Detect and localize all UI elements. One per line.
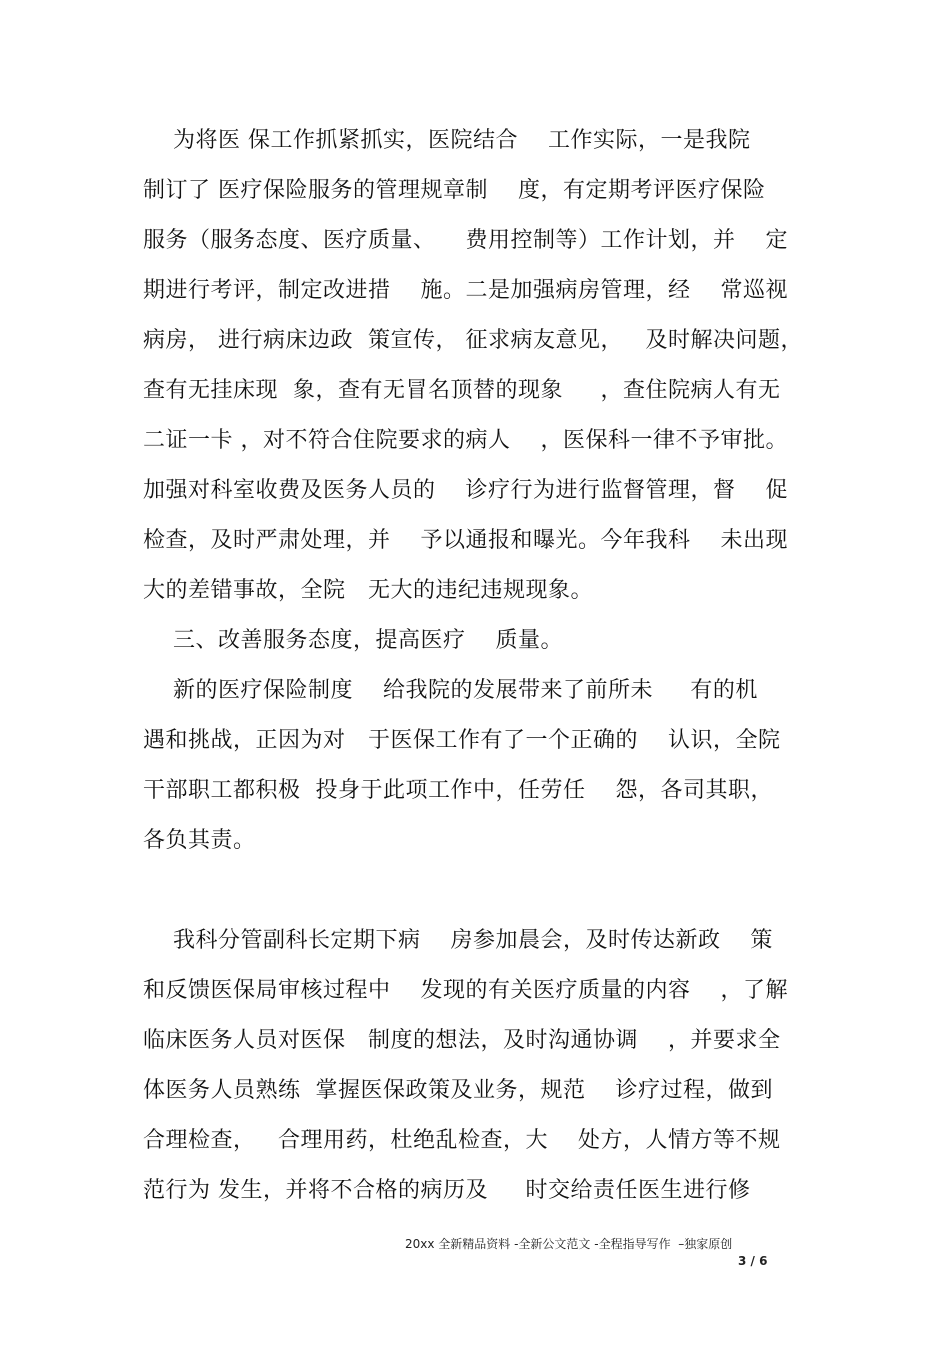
text-line: 临床医务人员对医保 制度的想法，及时沟通协调 ，并要求全 <box>143 1028 781 1053</box>
text-line: 查有无挂床现 象，查有无冒名顶替的现象 ，查住院病人有无 <box>143 378 781 403</box>
text-line: 制订了 医疗保险服务的管理规章制 度，有定期考评医疗保险 <box>143 178 766 203</box>
text-line: 各负其责。 <box>143 828 256 853</box>
text-line: 体医务人员熟练 掌握医保政策及业务，规范 诊疗过程，做到 <box>143 1078 773 1103</box>
text-line: 大的差错事故，全院 无大的违纪违规现象。 <box>143 578 593 603</box>
text-line: 遇和挑战，正因为对 于医保工作有了一个正确的 认识，全院 <box>143 728 781 753</box>
text-line: 二证一卡 ，对不符合住院要求的病人 ，医保科一律不予审批。 <box>143 428 788 453</box>
text-line: 为将医 保工作抓紧抓实，医院结合 工作实际，一是我院 <box>143 128 751 153</box>
page-number: 3 / 6 <box>738 1254 768 1268</box>
text-line: 检查，及时严肃处理，并 予以通报和曝光。今年我科 未出现 <box>143 528 788 553</box>
text-line: 新的医疗保险制度 给我院的发展带来了前所未 有的机 <box>143 678 758 703</box>
text-line: 干部职工都积极 投身于此项工作中，任劳任 怨，各司其职， <box>143 778 773 803</box>
footer-text: 20xx 全新精品资料 -全新公文范文 -全程指导写作 –独家原创 <box>405 1237 733 1251</box>
text-line: 和反馈医保局审核过程中 发现的有关医疗质量的内容 ，了解 <box>143 978 788 1003</box>
section-heading: 三、改善服务态度，提高医疗 质量。 <box>143 628 563 653</box>
text-line: 服务（服务态度、医疗质量、 费用控制等）工作计划，并 定 <box>143 228 788 253</box>
text-line: 范行为 发生，并将不合格的病历及 时交给责任医生进行修 <box>143 1178 751 1203</box>
text-line: 合理检查， 合理用药，杜绝乱检查，大 处方，人情方等不规 <box>143 1128 781 1153</box>
text-line: 病房， 进行病床边政 策宣传， 征求病友意见， 及时解决问题， <box>143 328 803 353</box>
text-line: 加强对科室收费及医务人员的 诊疗行为进行监督管理，督 促 <box>143 478 788 503</box>
text-line: 我科分管副科长定期下病 房参加晨会，及时传达新政 策 <box>143 928 773 953</box>
text-line: 期进行考评，制定改进措 施。二是加强病房管理，经 常巡视 <box>143 278 788 303</box>
